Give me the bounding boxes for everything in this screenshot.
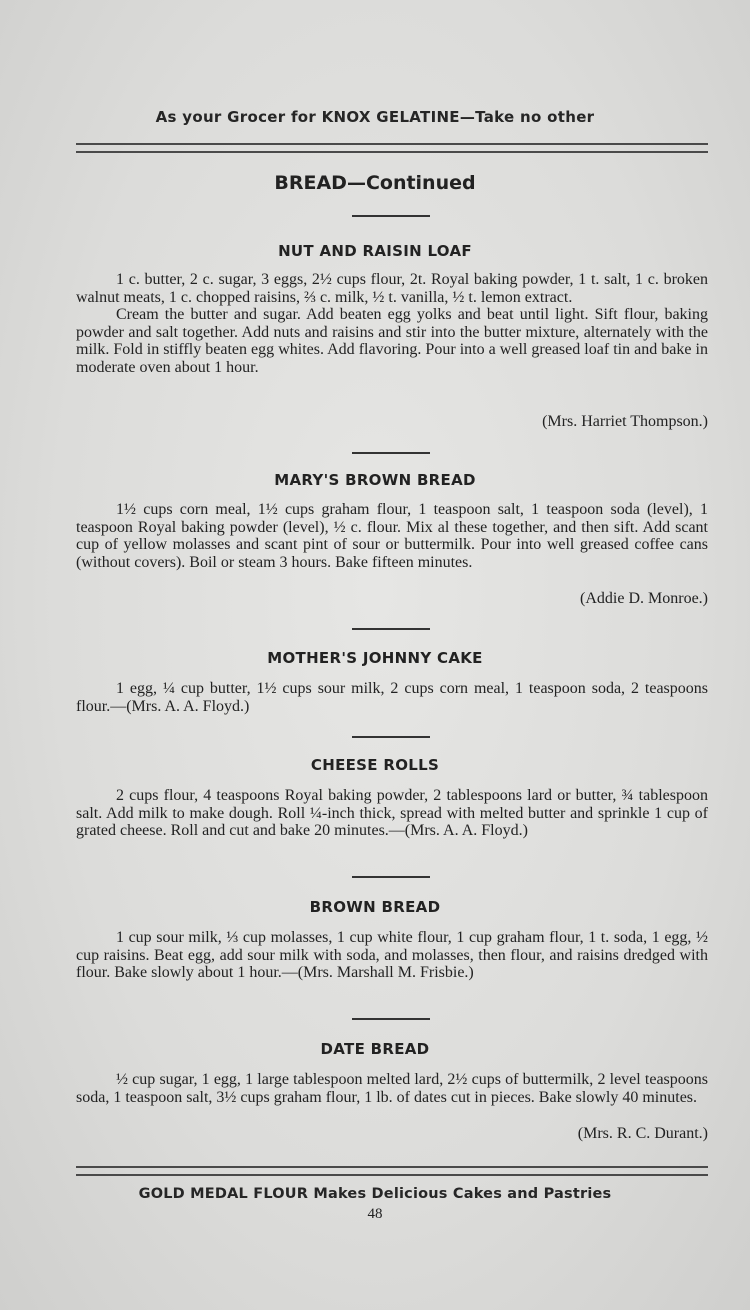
- recipe-paragraph: Cream the butter and sugar. Add beaten egg yolks and beat until light. Sift flour, baking powder and salt together. Add nuts and raisins and stir into the butter mixture, alternately with the milk. Fold in stiffly beaten egg whites. Add flavoring. Pour into a well greased loaf tin and bake in moderate oven about 1 hour.: [76, 306, 708, 376]
- divider-rule: [352, 452, 430, 454]
- divider-rule: [352, 736, 430, 738]
- recipe-title: MARY'S BROWN BREAD: [274, 471, 476, 489]
- recipe-paragraph: 1 cup sour milk, ⅓ cup molasses, 1 cup white flour, 1 cup graham flour, 1 t. soda, 1 egg, ½ cup raisins. Beat egg, add sour milk with soda, and molasses, then flour, and raisins dredged with flour. Bake slowly about 1 hour.—(Mrs. Marshall M. Frisbie.): [76, 929, 708, 981]
- recipe-title: NUT AND RAISIN LOAF: [278, 242, 472, 260]
- recipe-paragraph: 2 cups flour, 4 teaspoons Royal baking powder, 2 tablespoons lard or butter, ¾ tablespoon salt. Add milk to make dough. Roll ¼-inch thick, spread with melted butter and sprinkle 1 cup of grated cheese. Roll and cut and bake 20 minutes.—(Mrs. A. A. Floyd.): [76, 787, 708, 839]
- recipe-body: [76, 501, 708, 571]
- divider-rule: [352, 215, 430, 217]
- header-double-rule: [76, 143, 708, 153]
- footer-banner: GOLD MEDAL FLOUR Makes Delicious Cakes and Pastries: [138, 1186, 612, 1202]
- section-title: BREAD—Continued: [274, 172, 476, 194]
- recipe-title: BROWN BREAD: [309, 898, 441, 916]
- recipe-paragraph: 1 egg, ¼ cup butter, 1½ cups sour milk, 2 cups corn meal, 1 teaspoon soda, 2 teaspoons flour.—(Mrs. A. A. Floyd.): [76, 680, 708, 715]
- recipe-paragraph: 1½ cups corn meal, 1½ cups graham flour, 1 teaspoon salt, 1 teaspoon soda (level), 1 teaspoon Royal baking powder (level), ½ c. flour. Mix al these together, and then sift. Add scant cup of yellow molasses and scant pint of sour or buttermilk. Pour into well greased coffee cans (without covers). Boil or steam 3 hours. Bake fifteen minutes.: [76, 501, 708, 571]
- recipe-body: [76, 680, 708, 715]
- recipe-paragraph: 1 c. butter, 2 c. sugar, 3 eggs, 2½ cups flour, 2t. Royal baking powder, 1 t. salt, 1 c. broken walnut meats, 1 c. chopped raisins, ⅔ c. milk, ½ t. vanilla, ½ t. lemon extract.: [76, 271, 708, 306]
- recipe-body: [76, 271, 708, 376]
- recipe-credit: (Addie D. Monroe.): [580, 590, 708, 607]
- divider-rule: [352, 1018, 430, 1020]
- recipe-title: MOTHER'S JOHNNY CAKE: [267, 649, 483, 667]
- header-banner: As your Grocer for KNOX GELATINE—Take no other: [155, 108, 595, 126]
- divider-rule: [352, 628, 430, 630]
- recipe-credit: (Mrs. R. C. Durant.): [577, 1125, 708, 1142]
- recipe-body: [76, 929, 708, 982]
- footer-double-rule: [76, 1166, 708, 1176]
- page-number: 48: [367, 1206, 383, 1222]
- recipe-paragraph: ½ cup sugar, 1 egg, 1 large tablespoon melted lard, 2½ cups of buttermilk, 2 level teaspoons soda, 1 teaspoon salt, 3½ cups graham flour, 1 lb. of dates cut in pieces. Bake slowly 40 minutes.: [76, 1071, 708, 1106]
- recipe-title: CHEESE ROLLS: [310, 756, 440, 774]
- recipe-body: [76, 787, 708, 840]
- recipe-credit: (Mrs. Harriet Thompson.): [542, 413, 708, 430]
- divider-rule: [352, 876, 430, 878]
- recipe-title: DATE BREAD: [320, 1040, 430, 1058]
- recipe-body: [76, 1071, 708, 1106]
